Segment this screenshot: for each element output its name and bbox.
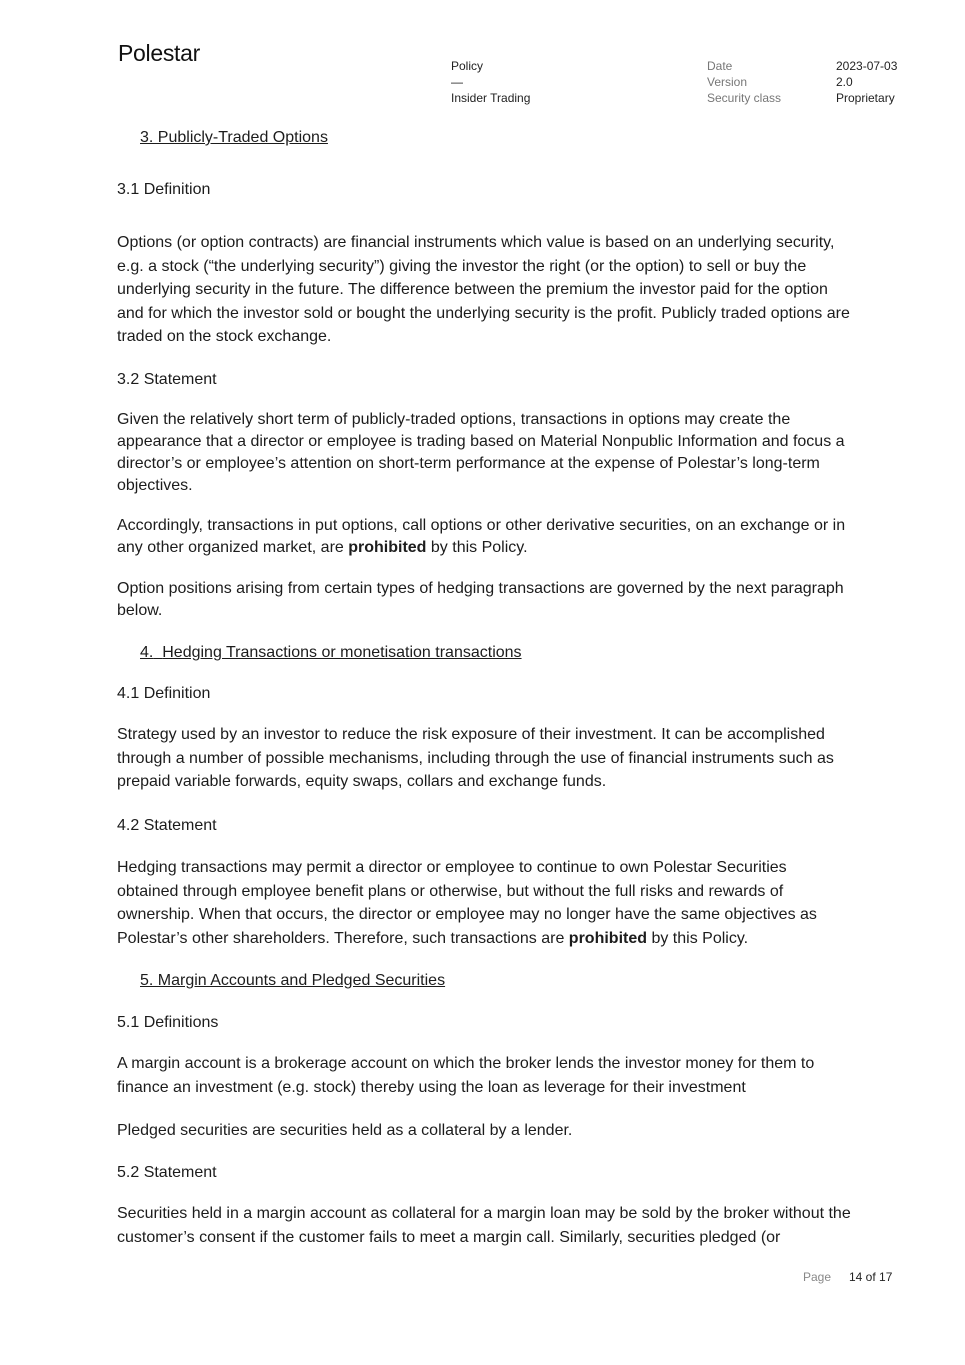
date-label: Date [707,59,733,73]
paragraph: Strategy used by an investor to reduce the risk exposure of their investment. It can be accomplished through a number of possible mechanisms, including through the use of financial instruments such as prepaid variable forwards, equity swaps, collars and exchange funds. [117,726,834,790]
heading-text: Hedging Transactions or monetisation transactions [162,644,522,661]
s4-1-block [117,723,852,794]
s5-1-p2-block [117,1119,852,1142]
polestar-logo: Polestar [118,40,200,66]
doc-info [451,58,530,106]
s3-2-title-block [117,368,852,391]
paragraph: Securities held in a margin account as collateral for a margin loan may be sold by the broker without the customer’s consent if the customer fails to meet a margin call. Similarly, securities pledged (or [117,1205,851,1246]
section-3-heading [117,126,852,149]
text-run: by this Policy. [426,539,528,556]
section-5-heading [117,969,852,992]
s3-1-block [117,231,852,349]
paragraph: Given the relatively short term of publicly-traded options, transactions in options may create the appearance that a director or employee is trading based on Material Nonpublic Information and focus a director’s or employee’s attention on short-term performance at the expense of Polestar’s long-term objectives. [117,411,845,494]
security-label: Security class [707,91,782,105]
subsection-title: 4.2 Statement [117,817,217,834]
subsection-title: 3.1 Definition [117,181,211,198]
paragraph [117,515,852,559]
section-heading: 3. Publicly-Traded Options [140,129,328,146]
s5-2-block [117,1202,852,1249]
paragraph: Pledged securities are securities held as a collateral by a lender. [117,1122,573,1139]
doc-name: Insider Trading [451,91,531,105]
subsection-title: 5.1 Definitions [117,1014,219,1031]
text-run: Hedging transactions may permit a director or employee to continue to own Polestar Securities obtained through employee benefit plans or otherwise, but without the full risks and rewards of ownership. When that occurs, the director or employee may no longer have the same objectives as Polestar’s other shareholders. Therefore, such transactions are [117,859,817,947]
meta-values [836,58,897,106]
subsection-title: 4.1 Definition [117,685,211,702]
doc-type: Policy [451,59,484,73]
s3-2-p1-block [117,409,852,497]
emphasis: prohibited [348,539,427,556]
text-run: Accordingly, transactions in put options, call options or other derivative securities, on an exchange or in any other organized market, are [117,517,846,556]
version-label: Version [707,75,748,89]
page-label: Page [803,1270,832,1284]
s4-2-title-block [117,814,852,837]
s4-2-block [117,856,852,950]
s3-2-p3-block [117,578,852,622]
section-heading: 5. Margin Accounts and Pledged Securities [140,972,446,989]
version-value: 2.0 [836,75,853,89]
s3-1-title-block [117,178,852,201]
section-4-heading [117,641,852,664]
s3-2-p2-block [117,515,852,559]
s5-2-title-block [117,1161,852,1184]
text-run: by this Policy. [647,929,749,947]
s5-1-p1-block [117,1052,852,1099]
date-value: 2023-07-03 [836,59,898,73]
page-number: 14 of 17 [849,1270,893,1284]
doc-dash: — [451,75,463,89]
paragraph: A margin account is a brokerage account on which the broker lends the investor money for them to finance an investment (e.g. stock) thereby using the loan as leverage for their investment [117,1055,815,1096]
paragraph: Options (or option contracts) are financial instruments which value is based on an underlying security, e.g. a stock (“the underlying security”) giving the investor the right (or the option) to sell or buy the underlying security in the future. The difference between the premium the investor paid for the option and for which the investor sold or bought the underlying security is the profit. Publicly traded options are traded on the stock exchange. [117,234,850,346]
s4-1-title-block [117,682,852,705]
meta-labels [707,58,781,106]
heading-number: 4. [140,644,154,661]
subsection-title: 5.2 Statement [117,1164,217,1181]
s5-1-title-block [117,1011,852,1034]
security-value: Proprietary [836,91,895,105]
paragraph: Option positions arising from certain types of hedging transactions are governed by the next paragraph below. [117,580,844,619]
paragraph [117,856,852,950]
emphasis: prohibited [568,929,648,947]
section-heading [117,641,852,664]
subsection-title: 3.2 Statement [117,371,217,388]
